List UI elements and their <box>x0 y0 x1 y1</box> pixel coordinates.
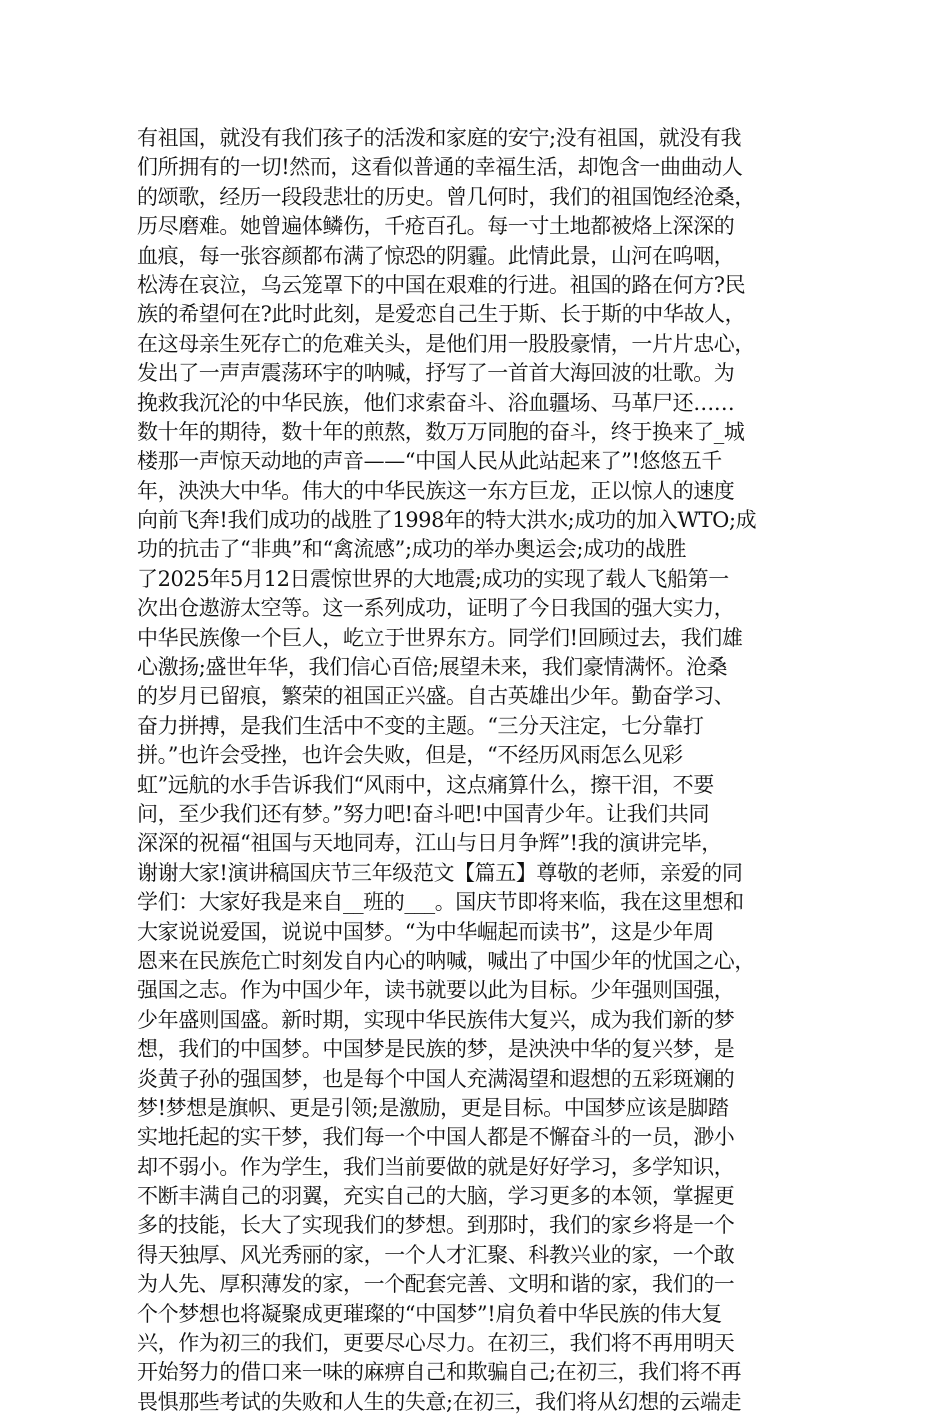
text-line: 深深的祝福“祖国与天地同寿，江山与日月争辉”!我的演讲完毕， <box>137 831 722 856</box>
text-line: 学们：大家好我是来自__班的___。国庆节即将来临，我在这里想和 <box>137 890 744 915</box>
text-line: 问，至少我们还有梦。”努力吧!奋斗吧!中国青少年。让我们共同 <box>137 801 710 826</box>
text-line: 历尽磨难。她曾遍体鳞伤，千疮百孔。每一寸土地都被烙上深深的 <box>137 214 735 239</box>
text-line: 畏惧那些考试的失败和人生的失意;在初三，我们将从幻想的云端走 <box>137 1389 742 1414</box>
text-line: 开始努力的借口来一味的麻痹自己和欺骗自己;在初三，我们将不再 <box>137 1360 742 1385</box>
text-line: 的岁月已留痕，繁荣的祖国正兴盛。自古英雄出少年。勤奋学习、 <box>137 684 735 709</box>
text-line: 谢谢大家!演讲稿国庆节三年级范文【篇五】尊敬的老师，亲爱的同 <box>137 860 743 885</box>
text-line: 兴，作为初三的我们，更要尽心尽力。在初三，我们将不再用明天 <box>137 1331 735 1356</box>
text-line: 虹”远航的水手告诉我们“风雨中，这点痛算什么，擦干泪，不要 <box>137 772 714 797</box>
text-line: 数十年的期待，数十年的煎熬，数万万同胞的奋斗，终于换来了_城 <box>137 419 745 444</box>
text-line: 少年盛则国盛。新时期，实现中华民族伟大复兴，成为我们新的梦 <box>137 1007 735 1032</box>
text-line: 拼。”也许会受挫，也许会失败，但是，“不经历风雨怎么见彩 <box>137 743 683 768</box>
text-line: 个个梦想也将凝聚成更璀璨的“中国梦”!肩负着中华民族的伟大复 <box>137 1301 722 1326</box>
text-line: 挽救我沉沦的中华民族，他们求索奋斗、浴血疆场、马革尸还…… <box>137 390 735 415</box>
text-line: 次出仓遨游太空等。这一系列成功，证明了今日我国的强大实力， <box>137 596 735 621</box>
text-line: 奋力拼搏，是我们生活中不变的主题。“三分天注定，七分靠打 <box>137 713 704 738</box>
text-line: 血痕，每一张容颜都布满了惊恐的阴霾。此情此景，山河在呜咽， <box>137 243 735 268</box>
text-line: 松涛在哀泣，乌云笼罩下的中国在艰难的行进。祖国的路在何方?民 <box>137 272 746 297</box>
text-line: 炎黄子孙的强国梦，也是每个中国人充满渴望和遐想的五彩斑斓的 <box>137 1066 735 1091</box>
text-line: 得天独厚、风光秀丽的家，一个人才汇聚、科教兴业的家，一个敢 <box>137 1242 735 1267</box>
body-text <box>137 124 819 1417</box>
text-line: 功的抗击了“非典”和“禽流感”;成功的举办奥运会;成功的战胜 <box>137 537 687 562</box>
text-line: 们所拥有的一切!然而，这看似普通的幸福生活，却饱含一曲曲动人 <box>137 155 743 180</box>
text-line: 族的希望何在?此时此刻，是爱恋自己生于斯、长于斯的中华故人， <box>137 302 746 327</box>
text-line: 不断丰满自己的羽翼，充实自己的大脑，学习更多的本领，掌握更 <box>137 1184 735 1209</box>
text-line: 想，我们的中国梦。中国梦是民族的梦，是泱泱中华的复兴梦，是 <box>137 1037 735 1062</box>
text-line: 心激扬;盛世年华，我们信心百倍;展望未来，我们豪情满怀。沧桑 <box>137 655 728 680</box>
text-line: 发出了一声声震荡环宇的呐喊，抒写了一首首大海回波的壮歌。为 <box>137 361 735 386</box>
text-line: 强国之志。作为中国少年，读书就要以此为目标。少年强则国强， <box>137 978 735 1003</box>
text-line: 为人先、厚积薄发的家，一个配套完善、文明和谐的家，我们的一 <box>137 1272 735 1297</box>
text-line: 大家说说爱国，说说中国梦。“为中华崛起而读书”，这是少年周 <box>137 919 714 944</box>
text-line: 恩来在民族危亡时刻发自内心的呐喊，喊出了中国少年的忧国之心， <box>137 948 755 973</box>
text-line: 多的技能，长大了实现我们的梦想。到那时，我们的家乡将是一个 <box>137 1213 735 1238</box>
text-line: 向前飞奔!我们成功的战胜了1998年的特大洪水;成功的加入WTO;成 <box>137 508 757 533</box>
text-line: 中华民族像一个巨人，屹立于世界东方。同学们!回顾过去，我们雄 <box>137 625 743 650</box>
text-line: 的颂歌，经历一段段悲壮的历史。曾几何时，我们的祖国饱经沧桑， <box>137 184 755 209</box>
text-line: 梦!梦想是旗帜、更是引领;是激励，更是目标。中国梦应该是脚踏 <box>137 1095 729 1120</box>
text-line: 实地托起的实干梦，我们每一个中国人都是不懈奋斗的一员，渺小 <box>137 1125 735 1150</box>
text-line: 年，泱泱大中华。伟大的中华民族这一东方巨龙，正以惊人的速度 <box>137 478 735 503</box>
text-line: 在这母亲生死存亡的危难关头，是他们用一股股豪情，一片片忠心， <box>137 331 755 356</box>
text-line: 有祖国，就没有我们孩子的活泼和家庭的安宁;没有祖国，就没有我 <box>137 126 742 150</box>
text-line: 却不弱小。作为学生，我们当前要做的就是好好学习，多学知识， <box>137 1154 735 1179</box>
text-line: 楼那一声惊天动地的声音——“中国人民从此站起来了”!悠悠五千 <box>137 449 722 474</box>
text-line: 了2025年5月12日震惊世界的大地震;成功的实现了载人飞船第一 <box>137 566 729 591</box>
